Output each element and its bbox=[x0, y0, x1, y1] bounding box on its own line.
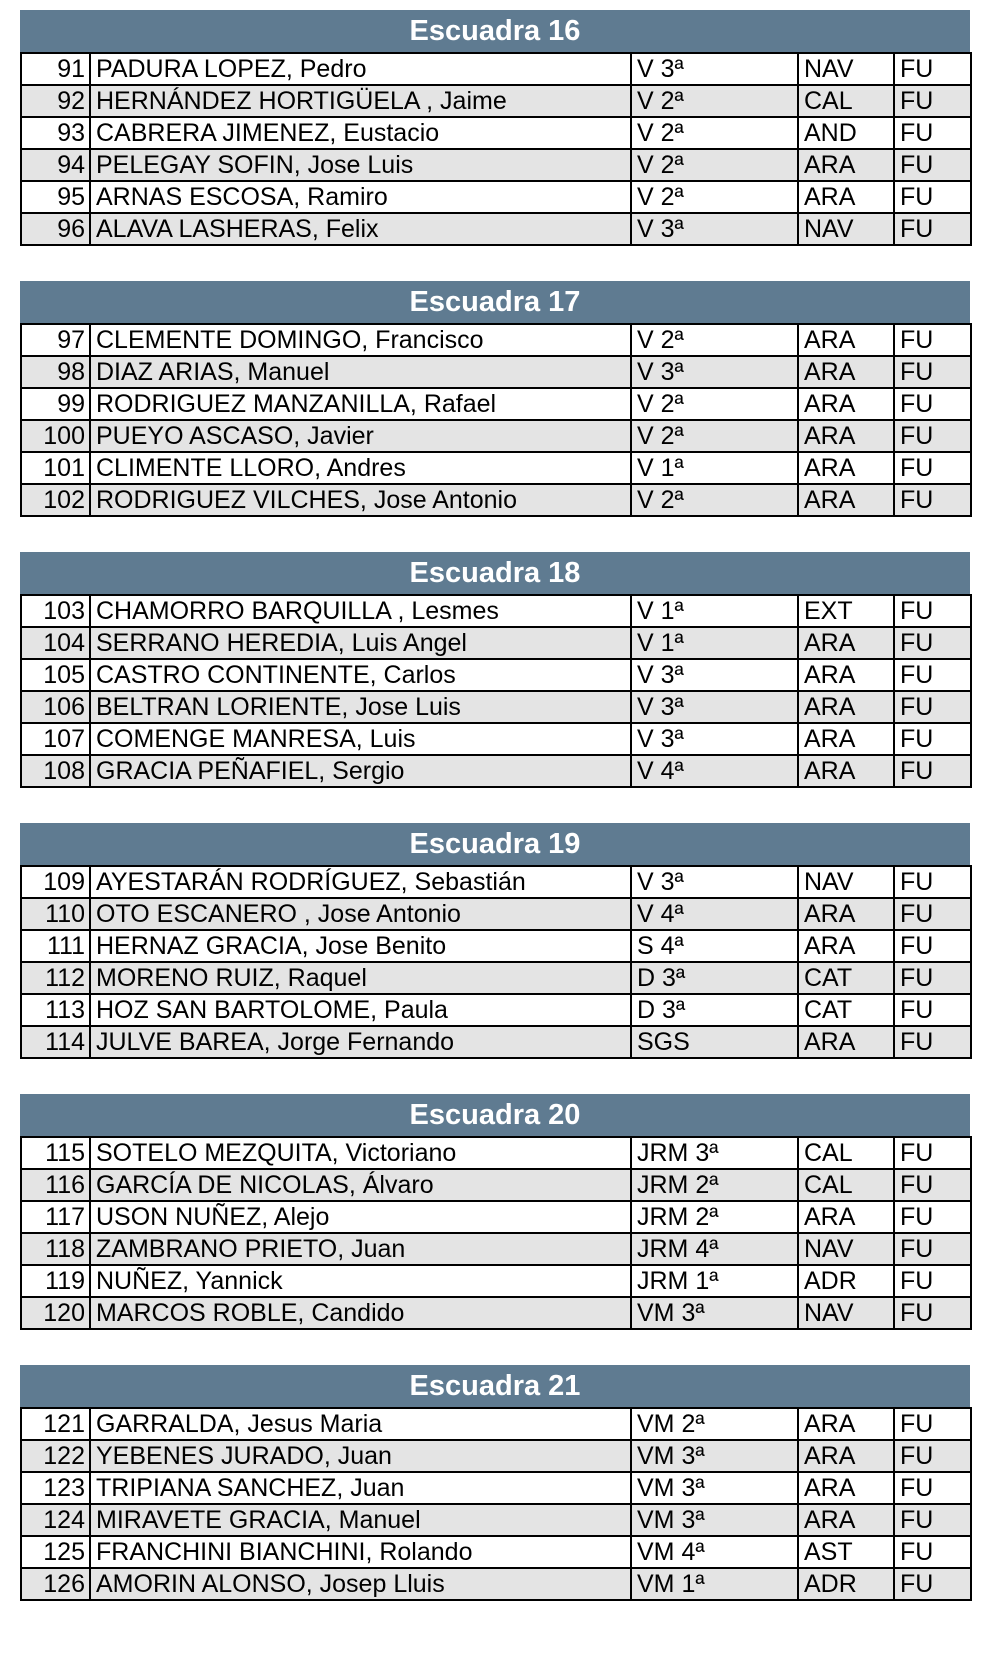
shooter-name: JULVE BAREA, Jorge Fernando bbox=[90, 1026, 631, 1058]
modality: FU bbox=[894, 962, 971, 994]
table-row bbox=[21, 484, 971, 516]
entry-number: 91 bbox=[21, 53, 90, 85]
entry-number: 94 bbox=[21, 149, 90, 181]
squad-table bbox=[20, 52, 972, 246]
table-row bbox=[21, 1233, 971, 1265]
region: ARA bbox=[798, 324, 894, 356]
modality: FU bbox=[894, 723, 971, 755]
entry-number: 99 bbox=[21, 388, 90, 420]
squad-header: Escuadra 21 bbox=[20, 1365, 970, 1407]
table-row bbox=[21, 1297, 971, 1329]
modality: FU bbox=[894, 1026, 971, 1058]
category: JRM 4ª bbox=[631, 1233, 798, 1265]
category: JRM 1ª bbox=[631, 1265, 798, 1297]
entry-number: 126 bbox=[21, 1568, 90, 1600]
category: V 2ª bbox=[631, 117, 798, 149]
region: ARA bbox=[798, 1026, 894, 1058]
entry-number: 120 bbox=[21, 1297, 90, 1329]
modality: FU bbox=[894, 1265, 971, 1297]
squad-header: Escuadra 20 bbox=[20, 1094, 970, 1136]
squad-header: Escuadra 19 bbox=[20, 823, 970, 865]
modality: FU bbox=[894, 1169, 971, 1201]
modality: FU bbox=[894, 1504, 971, 1536]
table-row bbox=[21, 866, 971, 898]
squad-table bbox=[20, 1407, 972, 1601]
squad-table bbox=[20, 323, 972, 517]
table-row bbox=[21, 1472, 971, 1504]
category: V 2ª bbox=[631, 420, 798, 452]
table-row bbox=[21, 420, 971, 452]
shooter-name: GRACIA PEÑAFIEL, Sergio bbox=[90, 755, 631, 787]
region: ARA bbox=[798, 659, 894, 691]
region: ARA bbox=[798, 898, 894, 930]
table-row bbox=[21, 898, 971, 930]
modality: FU bbox=[894, 691, 971, 723]
category: V 2ª bbox=[631, 388, 798, 420]
modality: FU bbox=[894, 1440, 971, 1472]
entry-number: 97 bbox=[21, 324, 90, 356]
squad-header: Escuadra 18 bbox=[20, 552, 970, 594]
category: VM 4ª bbox=[631, 1536, 798, 1568]
entry-number: 111 bbox=[21, 930, 90, 962]
table-row bbox=[21, 691, 971, 723]
table-row bbox=[21, 53, 971, 85]
shooter-name: USON NUÑEZ, Alejo bbox=[90, 1201, 631, 1233]
table-row bbox=[21, 994, 971, 1026]
modality: FU bbox=[894, 324, 971, 356]
modality: FU bbox=[894, 53, 971, 85]
shooter-name: PADURA LOPEZ, Pedro bbox=[90, 53, 631, 85]
region: ARA bbox=[798, 930, 894, 962]
category: VM 2ª bbox=[631, 1408, 798, 1440]
region: ARA bbox=[798, 1408, 894, 1440]
region: ARA bbox=[798, 1201, 894, 1233]
shooter-name: BELTRAN LORIENTE, Jose Luis bbox=[90, 691, 631, 723]
squad-18 bbox=[20, 552, 970, 788]
table-row bbox=[21, 962, 971, 994]
modality: FU bbox=[894, 1568, 971, 1600]
region: CAT bbox=[798, 994, 894, 1026]
modality: FU bbox=[894, 866, 971, 898]
squad-21 bbox=[20, 1365, 970, 1601]
entry-number: 110 bbox=[21, 898, 90, 930]
table-row bbox=[21, 452, 971, 484]
entry-number: 114 bbox=[21, 1026, 90, 1058]
modality: FU bbox=[894, 213, 971, 245]
entry-number: 104 bbox=[21, 627, 90, 659]
modality: FU bbox=[894, 484, 971, 516]
shooter-name: YEBENES JURADO, Juan bbox=[90, 1440, 631, 1472]
entry-number: 109 bbox=[21, 866, 90, 898]
modality: FU bbox=[894, 627, 971, 659]
region: AST bbox=[798, 1536, 894, 1568]
shooter-name: GARCÍA DE NICOLAS, Álvaro bbox=[90, 1169, 631, 1201]
modality: FU bbox=[894, 1201, 971, 1233]
region: ARA bbox=[798, 755, 894, 787]
modality: FU bbox=[894, 1536, 971, 1568]
category: V 2ª bbox=[631, 85, 798, 117]
region: ARA bbox=[798, 691, 894, 723]
table-row bbox=[21, 659, 971, 691]
category: VM 3ª bbox=[631, 1440, 798, 1472]
region: ARA bbox=[798, 149, 894, 181]
entry-number: 117 bbox=[21, 1201, 90, 1233]
region: ARA bbox=[798, 420, 894, 452]
squad-19 bbox=[20, 823, 970, 1059]
modality: FU bbox=[894, 452, 971, 484]
table-row bbox=[21, 595, 971, 627]
table-row bbox=[21, 388, 971, 420]
entry-number: 112 bbox=[21, 962, 90, 994]
table-row bbox=[21, 1440, 971, 1472]
shooter-name: CLEMENTE DOMINGO, Francisco bbox=[90, 324, 631, 356]
category: V 3ª bbox=[631, 356, 798, 388]
modality: FU bbox=[894, 388, 971, 420]
category: V 2ª bbox=[631, 324, 798, 356]
shooter-name: CLIMENTE LLORO, Andres bbox=[90, 452, 631, 484]
table-row bbox=[21, 1568, 971, 1600]
modality: FU bbox=[894, 117, 971, 149]
category: V 2ª bbox=[631, 149, 798, 181]
shooter-name: MIRAVETE GRACIA, Manuel bbox=[90, 1504, 631, 1536]
region: ARA bbox=[798, 723, 894, 755]
entry-number: 103 bbox=[21, 595, 90, 627]
table-row bbox=[21, 1201, 971, 1233]
shooter-name: PUEYO ASCASO, Javier bbox=[90, 420, 631, 452]
category: V 3ª bbox=[631, 866, 798, 898]
category: JRM 2ª bbox=[631, 1201, 798, 1233]
region: ARA bbox=[798, 356, 894, 388]
category: V 1ª bbox=[631, 627, 798, 659]
table-row bbox=[21, 1169, 971, 1201]
modality: FU bbox=[894, 1297, 971, 1329]
table-row bbox=[21, 324, 971, 356]
region: NAV bbox=[798, 53, 894, 85]
entry-number: 124 bbox=[21, 1504, 90, 1536]
squad-20 bbox=[20, 1094, 970, 1330]
modality: FU bbox=[894, 1472, 971, 1504]
table-row bbox=[21, 1536, 971, 1568]
category: V 1ª bbox=[631, 595, 798, 627]
table-row bbox=[21, 755, 971, 787]
shooter-name: SERRANO HEREDIA, Luis Angel bbox=[90, 627, 631, 659]
shooter-name: NUÑEZ, Yannick bbox=[90, 1265, 631, 1297]
squad-16 bbox=[20, 10, 970, 246]
category: D 3ª bbox=[631, 994, 798, 1026]
shooter-name: HOZ SAN BARTOLOME, Paula bbox=[90, 994, 631, 1026]
category: V 1ª bbox=[631, 452, 798, 484]
entry-number: 96 bbox=[21, 213, 90, 245]
entry-number: 98 bbox=[21, 356, 90, 388]
shooter-name: DIAZ ARIAS, Manuel bbox=[90, 356, 631, 388]
region: ARA bbox=[798, 181, 894, 213]
modality: FU bbox=[894, 85, 971, 117]
region: ARA bbox=[798, 1472, 894, 1504]
region: ARA bbox=[798, 1504, 894, 1536]
region: ARA bbox=[798, 388, 894, 420]
shooter-name: HERNÁNDEZ HORTIGÜELA , Jaime bbox=[90, 85, 631, 117]
modality: FU bbox=[894, 994, 971, 1026]
region: NAV bbox=[798, 1297, 894, 1329]
category: JRM 2ª bbox=[631, 1169, 798, 1201]
shooter-name: SOTELO MEZQUITA, Victoriano bbox=[90, 1137, 631, 1169]
category: V 2ª bbox=[631, 484, 798, 516]
category: JRM 3ª bbox=[631, 1137, 798, 1169]
entry-number: 119 bbox=[21, 1265, 90, 1297]
shooter-name: AMORIN ALONSO, Josep Lluis bbox=[90, 1568, 631, 1600]
modality: FU bbox=[894, 1233, 971, 1265]
modality: FU bbox=[894, 659, 971, 691]
modality: FU bbox=[894, 898, 971, 930]
region: ARA bbox=[798, 1440, 894, 1472]
shooter-name: ALAVA LASHERAS, Felix bbox=[90, 213, 631, 245]
table-row bbox=[21, 1137, 971, 1169]
entry-number: 121 bbox=[21, 1408, 90, 1440]
category: V 3ª bbox=[631, 659, 798, 691]
table-row bbox=[21, 356, 971, 388]
entry-number: 102 bbox=[21, 484, 90, 516]
shooter-name: FRANCHINI BIANCHINI, Rolando bbox=[90, 1536, 631, 1568]
category: S 4ª bbox=[631, 930, 798, 962]
category: V 3ª bbox=[631, 723, 798, 755]
region: ARA bbox=[798, 484, 894, 516]
category: V 4ª bbox=[631, 755, 798, 787]
modality: FU bbox=[894, 755, 971, 787]
table-row bbox=[21, 930, 971, 962]
table-row bbox=[21, 627, 971, 659]
entry-number: 107 bbox=[21, 723, 90, 755]
entry-number: 100 bbox=[21, 420, 90, 452]
squad-header: Escuadra 16 bbox=[20, 10, 970, 52]
table-row bbox=[21, 149, 971, 181]
category: V 3ª bbox=[631, 691, 798, 723]
category: VM 3ª bbox=[631, 1297, 798, 1329]
region: NAV bbox=[798, 213, 894, 245]
entry-number: 106 bbox=[21, 691, 90, 723]
region: ADR bbox=[798, 1568, 894, 1600]
entry-number: 122 bbox=[21, 1440, 90, 1472]
category: VM 3ª bbox=[631, 1472, 798, 1504]
category: VM 1ª bbox=[631, 1568, 798, 1600]
entry-number: 115 bbox=[21, 1137, 90, 1169]
table-row bbox=[21, 117, 971, 149]
region: NAV bbox=[798, 1233, 894, 1265]
table-row bbox=[21, 723, 971, 755]
category: V 3ª bbox=[631, 213, 798, 245]
region: CAL bbox=[798, 1169, 894, 1201]
shooter-name: CHAMORRO BARQUILLA , Lesmes bbox=[90, 595, 631, 627]
category: V 3ª bbox=[631, 53, 798, 85]
entry-number: 105 bbox=[21, 659, 90, 691]
shooter-name: RODRIGUEZ MANZANILLA, Rafael bbox=[90, 388, 631, 420]
region: CAT bbox=[798, 962, 894, 994]
shooter-name: MARCOS ROBLE, Candido bbox=[90, 1297, 631, 1329]
category: SGS bbox=[631, 1026, 798, 1058]
region: CAL bbox=[798, 85, 894, 117]
region: ARA bbox=[798, 452, 894, 484]
table-row bbox=[21, 1408, 971, 1440]
shooter-name: GARRALDA, Jesus Maria bbox=[90, 1408, 631, 1440]
table-row bbox=[21, 1026, 971, 1058]
table-row bbox=[21, 1265, 971, 1297]
modality: FU bbox=[894, 420, 971, 452]
shooter-name: CASTRO CONTINENTE, Carlos bbox=[90, 659, 631, 691]
modality: FU bbox=[894, 595, 971, 627]
table-row bbox=[21, 213, 971, 245]
table-row bbox=[21, 181, 971, 213]
squad-list bbox=[20, 10, 970, 1636]
category: V 2ª bbox=[631, 181, 798, 213]
entry-number: 113 bbox=[21, 994, 90, 1026]
entry-number: 118 bbox=[21, 1233, 90, 1265]
squad-header: Escuadra 17 bbox=[20, 281, 970, 323]
region: EXT bbox=[798, 595, 894, 627]
table-row bbox=[21, 85, 971, 117]
modality: FU bbox=[894, 1408, 971, 1440]
region: AND bbox=[798, 117, 894, 149]
squad-17 bbox=[20, 281, 970, 517]
squad-table bbox=[20, 594, 972, 788]
region: CAL bbox=[798, 1137, 894, 1169]
shooter-name: HERNAZ GRACIA, Jose Benito bbox=[90, 930, 631, 962]
category: V 4ª bbox=[631, 898, 798, 930]
shooter-name: COMENGE MANRESA, Luis bbox=[90, 723, 631, 755]
shooter-name: OTO ESCANERO , Jose Antonio bbox=[90, 898, 631, 930]
table-row bbox=[21, 1504, 971, 1536]
modality: FU bbox=[894, 356, 971, 388]
entry-number: 101 bbox=[21, 452, 90, 484]
region: NAV bbox=[798, 866, 894, 898]
modality: FU bbox=[894, 149, 971, 181]
modality: FU bbox=[894, 1137, 971, 1169]
entry-number: 123 bbox=[21, 1472, 90, 1504]
entry-number: 116 bbox=[21, 1169, 90, 1201]
region: ARA bbox=[798, 627, 894, 659]
entry-number: 93 bbox=[21, 117, 90, 149]
entry-number: 125 bbox=[21, 1536, 90, 1568]
shooter-name: RODRIGUEZ VILCHES, Jose Antonio bbox=[90, 484, 631, 516]
modality: FU bbox=[894, 930, 971, 962]
shooter-name: MORENO RUIZ, Raquel bbox=[90, 962, 631, 994]
region: ADR bbox=[798, 1265, 894, 1297]
entry-number: 108 bbox=[21, 755, 90, 787]
entry-number: 95 bbox=[21, 181, 90, 213]
shooter-name: ZAMBRANO PRIETO, Juan bbox=[90, 1233, 631, 1265]
entry-number: 92 bbox=[21, 85, 90, 117]
squad-table bbox=[20, 865, 972, 1059]
shooter-name: CABRERA JIMENEZ, Eustacio bbox=[90, 117, 631, 149]
category: VM 3ª bbox=[631, 1504, 798, 1536]
shooter-name: TRIPIANA SANCHEZ, Juan bbox=[90, 1472, 631, 1504]
modality: FU bbox=[894, 181, 971, 213]
shooter-name: PELEGAY SOFIN, Jose Luis bbox=[90, 149, 631, 181]
category: D 3ª bbox=[631, 962, 798, 994]
shooter-name: AYESTARÁN RODRÍGUEZ, Sebastián bbox=[90, 866, 631, 898]
squad-table bbox=[20, 1136, 972, 1330]
shooter-name: ARNAS ESCOSA, Ramiro bbox=[90, 181, 631, 213]
